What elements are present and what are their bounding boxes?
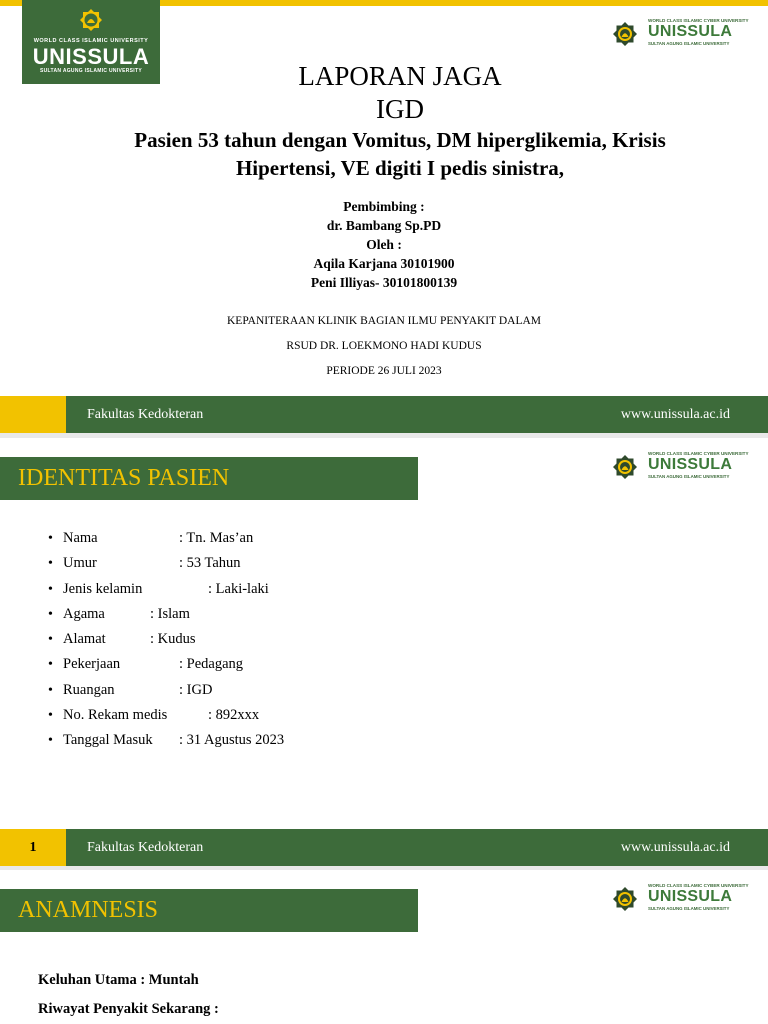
- logo-subline: SULTAN AGUNG ISLAMIC UNIVERSITY: [648, 41, 730, 46]
- slide-heading: ANAMNESIS: [18, 897, 159, 923]
- unissula-logo-right: [612, 882, 749, 916]
- item-value: : Tn. Mas’an: [179, 530, 254, 546]
- keluhan-utama: Keluhan Utama : Muntah: [38, 972, 199, 988]
- item-value: : 31 Agustus 2023: [179, 732, 285, 749]
- identitas-slide: [0, 438, 768, 866]
- item-label: Tanggal Masuk: [63, 732, 153, 749]
- unissula-emblem-icon: [612, 454, 638, 480]
- item-label: Jenis kelamin: [63, 580, 143, 597]
- item-label: Umur: [63, 555, 97, 572]
- bullet-icon: •: [48, 581, 53, 597]
- bullet-icon: •: [48, 657, 53, 673]
- oleh-label: Oleh :: [366, 237, 402, 252]
- item-value: : 53 Tahun: [179, 555, 241, 572]
- page-number: 1: [29, 840, 37, 855]
- slide-footer: [0, 396, 768, 433]
- institution-line-3: PERIODE 26 JULI 2023: [326, 365, 442, 377]
- slide-footer: [0, 829, 768, 866]
- bullet-icon: •: [48, 606, 53, 622]
- item-label: Ruangan: [63, 681, 115, 698]
- footer-url: www.unissula.ac.id: [620, 407, 730, 422]
- logo-wordmark: UNISSULA: [32, 44, 150, 69]
- title-slide: [0, 0, 768, 433]
- title-line-2: IGD: [376, 94, 424, 124]
- institution-line-1: KEPANITERAAN KLINIK BAGIAN ILMU PENYAKIT DALAM: [227, 315, 541, 327]
- subtitle-line-2: Hipertensi, VE digiti I pedis sinistra,: [235, 156, 565, 180]
- item-label: Pekerjaan: [63, 656, 121, 673]
- logo-subline: SULTAN AGUNG ISLAMIC UNIVERSITY: [40, 68, 142, 74]
- footer-faculty: Fakultas Kedokteran: [87, 840, 204, 855]
- item-value: : Islam: [150, 605, 190, 622]
- logo-tagline: WORLD CLASS ISLAMIC CYBER UNIVERSITY: [648, 883, 749, 888]
- heading-band: [0, 457, 418, 500]
- logo-wordmark: UNISSULA: [648, 23, 733, 40]
- item-value: : Pedagang: [179, 656, 244, 673]
- bullet-icon: •: [48, 682, 53, 698]
- bullet-icon: •: [48, 531, 53, 546]
- logo-subline: SULTAN AGUNG ISLAMIC UNIVERSITY: [648, 474, 730, 479]
- riwayat-penyakit-label: Riwayat Penyakit Sekarang :: [38, 1001, 219, 1017]
- slide-subtitle: [0, 126, 768, 182]
- unissula-emblem-icon: [612, 21, 638, 47]
- logo-tagline: WORLD CLASS ISLAMIC CYBER UNIVERSITY: [648, 451, 749, 456]
- item-label: Agama: [63, 605, 105, 622]
- credits-block: [0, 197, 768, 292]
- bullet-icon: •: [48, 556, 53, 572]
- footer-faculty: Fakultas Kedokteran: [87, 407, 204, 422]
- pembimbing-label: Pembimbing :: [343, 199, 425, 214]
- item-label: Alamat: [63, 631, 106, 648]
- unissula-emblem-icon: [79, 8, 103, 32]
- slide-heading: IDENTITAS PASIEN: [18, 465, 230, 491]
- heading-band: [0, 889, 418, 932]
- item-value: : 892xxx: [208, 707, 260, 724]
- unissula-emblem-icon: [612, 886, 638, 912]
- institution-block: [0, 309, 768, 384]
- pembimbing-name: dr. Bambang Sp.PD: [326, 218, 442, 233]
- author-1: Aqila Karjana 30101900: [313, 256, 455, 271]
- footer-number-box: [0, 396, 66, 433]
- item-label: Nama: [63, 530, 98, 546]
- bullet-icon: •: [48, 632, 53, 648]
- item-label: No. Rekam medis: [63, 707, 168, 724]
- item-value: : Kudus: [150, 631, 196, 648]
- item-value: : Laki-laki: [208, 580, 269, 597]
- institution-line-2: RSUD DR. LOEKMONO HADI KUDUS: [286, 340, 482, 352]
- bullet-icon: •: [48, 708, 53, 724]
- item-value: : IGD: [179, 681, 213, 698]
- slide-title: [0, 60, 768, 126]
- logo-tagline: WORLD CLASS ISLAMIC UNIVERSITY: [33, 38, 149, 44]
- logo-subline: SULTAN AGUNG ISLAMIC UNIVERSITY: [648, 906, 730, 911]
- title-line-1: LAPORAN JAGA: [298, 61, 502, 91]
- subtitle-line-1: Pasien 53 tahun dengan Vomitus, DM hiperglikemia, Krisis: [134, 128, 666, 152]
- anamnesis-slide: [0, 870, 768, 1024]
- logo-wordmark: UNISSULA: [648, 456, 733, 473]
- footer-url: www.unissula.ac.id: [620, 840, 730, 855]
- author-2: Peni Illiyas- 30101800139: [310, 275, 458, 290]
- unissula-logo-right: [612, 450, 749, 484]
- logo-tagline: WORLD CLASS ISLAMIC CYBER UNIVERSITY: [648, 18, 749, 23]
- bullet-icon: •: [48, 733, 53, 749]
- unissula-logo-right: [612, 17, 749, 51]
- logo-wordmark: UNISSULA: [648, 888, 733, 905]
